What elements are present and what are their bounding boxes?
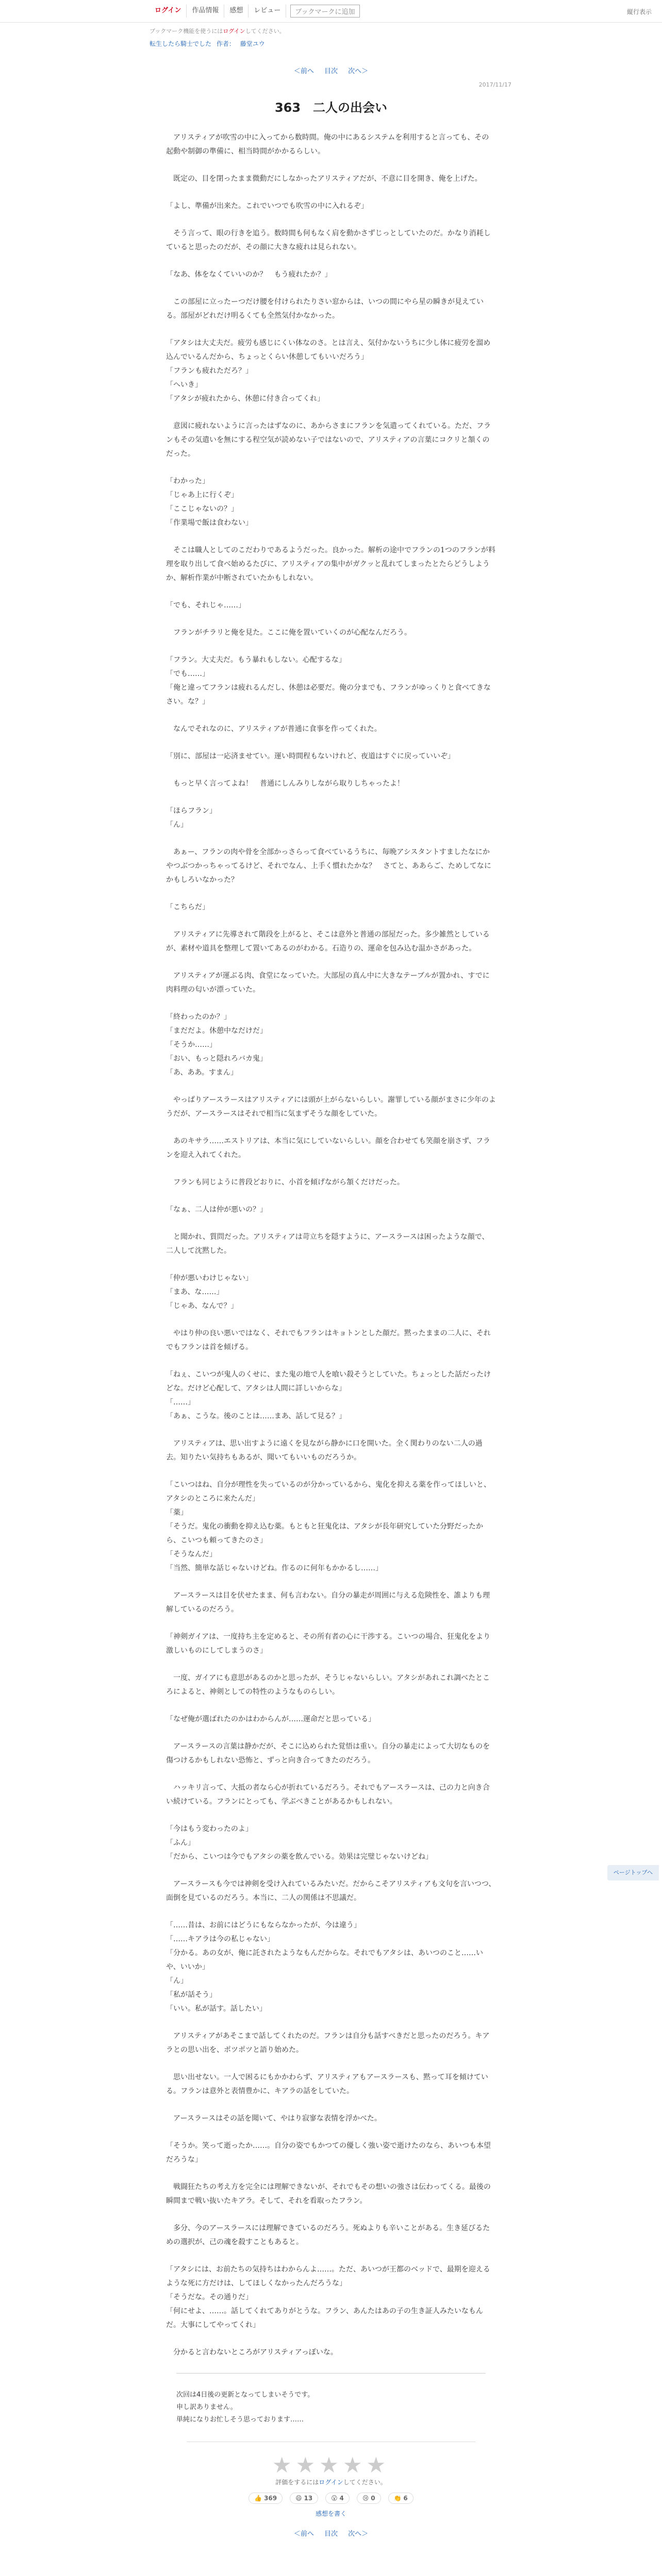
top-bar — [0, 0, 662, 23]
sad-reaction[interactable]: 😢 0 — [357, 2493, 381, 2504]
paragraph: やっぱりアースラースはアリスティアには頭が上がらないらしい。謝罪している顔がまさに少年のようだが、アースラースはそれで相当に気まずそうな顔をしていた。 — [166, 1096, 496, 1118]
paragraph: アースラースの言葉は静かだが、そこに込められた覚悟は重い。自分の暴走によって大切なものを傷つけるかもしれない恐怖と、ずっと向き合ってきたのだろう。 — [166, 1742, 490, 1765]
paragraph: 分かると言わないところがアリスティアっぽいな。 — [166, 2348, 338, 2357]
paragraph: 「フラン。大丈夫だ。もう暴れもしない。心配するな」 「でも……」 「俺と違ってフランは疲れるんだし、休憩は必要だ。俺の分までも、フランがゆっくりと食べてきなさい。な？」 — [166, 656, 491, 706]
paragraph: あのキサラ……エストリアは、本当に気にしていないらしい。顔を合わせても笑顔を崩さず、フランを迎え入れてくれた。 — [166, 1137, 490, 1159]
rating-panel — [187, 2442, 475, 2538]
good-reaction[interactable]: 👏 6 — [388, 2493, 413, 2504]
paragraph: 「わかった」 「じゃあ上に行くぞ」 「ここじゃないの？」 「作業場で飯は食わない」 — [166, 477, 253, 527]
paragraph: 意図に疲れないように言ったはずなのに、あからさまにフランを気遣ってくれている。ただ、フランもその気遣いを無にする程空気が読めない子ではないので、アリスティアの言葉にコクリと頷くのだった。 — [166, 422, 491, 458]
paragraph: 多分、今のアースラースには理解できているのだろう。死ぬよりも辛いことがある。生き延びるための選択が、己の魂を殺すこともあると。 — [166, 2224, 490, 2246]
paragraph: 「なぜ俺が選ばれたのかはわからんが……運命だと思っている」 — [166, 1715, 375, 1723]
prev-link-bottom[interactable]: ＜前へ — [293, 2530, 314, 2538]
reaction-bar — [187, 2493, 475, 2504]
paragraph: アリスティアが運ぶる肉、食堂になっていた。大部屋の真ん中に大きなテーブルが置かれ、すでに肉料理の匂いが漂っていた。 — [166, 972, 490, 994]
funny-count: 13 — [304, 2495, 313, 2502]
paragraph: と聞かれ、質問だった。アリスティアは苛立ちを隠すように、アースラースは困ったような顔で、二人して沈黙した。 — [166, 1233, 489, 1255]
author-link[interactable]: 藤堂ユウ — [240, 40, 265, 47]
like-count: 369 — [264, 2495, 277, 2502]
paragraph: 「こいつはね、自分が理性を失っているのが分かっているから、鬼化を抑える薬を作ってほしいと、アタシのところに来たんだ」 「薬」 「そうだ。鬼化の衝動を抑え込む薬。もともと狂鬼化は、アタシが長年研究していた分野だったから、こいつも頼ってきたのさ」 「そうなんだ」 「当然、簡単な話じゃないけどね。作るのに何年もかかるし……」 — [166, 1481, 491, 1572]
notice-login-link[interactable]: ログイン — [223, 28, 245, 35]
paragraph: フランがチラリと俺を見た。ここに俺を置いていくのが心配なんだろう。 — [166, 629, 411, 637]
paragraph: アリスティアに先導されて階段を上がると、そこは意外と普通の部屋だった。多少雑然としているが、素材や道具を整理して置いてあるのがわかる。石造りの、運命を包み込む温かさがあった。 — [166, 930, 490, 953]
next-link[interactable]: 次へ＞ — [348, 67, 369, 75]
paragraph: 「そうか。笑って逝ったか……。自分の姿でもかつての優しく強い姿で逝けたのなら、あいつも本望だろうな」 — [166, 2142, 491, 2164]
paragraph: 「なぁ、二人は仲が悪いの？」 — [166, 1206, 267, 1214]
paragraph: アリスティアが吹雪の中に入ってから数時間。俺の中にあるシステムを利用すると言っても、その起動や制御の準備に、相当時間がかかるらしい。 — [166, 133, 489, 156]
paragraph: 「こちらだ」 — [166, 903, 209, 911]
prev-link[interactable]: ＜前へ — [293, 67, 314, 75]
paragraph: 「神剣ガイアは、一度持ち主を定めると、その所有者の心に干渉する。こいつの場合、狂鬼化をより激しいものにしてしまうのさ」 — [166, 1633, 491, 1655]
paragraph: 「今はもう変わったのよ」 「ふん」 「だから、こいつは今でもアタシの薬を飲んでいる。効果は完璧じゃないけどね」 — [166, 1825, 433, 1861]
paragraph: 既定の、目を閉ったまま微動だにしなかったアリスティアだが、不意に目を開き、俺を上げた。 — [166, 175, 482, 183]
pager-top — [0, 65, 662, 75]
funny-reaction[interactable]: 😄 13 — [290, 2493, 318, 2504]
post-date: 2017/11/17 — [478, 81, 511, 88]
paragraph: 「アタシには、お前たちの気持ちはわからんよ……。ただ、あいつが王都のベッドで、最期を迎えるような死に方だけは、してほしくなかったんだろうな」 「そうだな。その通りだ」 「何にせよ、……。話してくれてありがとうな。フラン、あんたはあの子の生き証人みたいなもんだ。大事にしてやってくれ」 — [166, 2265, 490, 2329]
login-link[interactable]: ログイン — [150, 5, 187, 18]
paragraph: 「仲が悪いわけじゃない」 「まあ、な……」 「じゃあ、なんで？」 — [166, 1274, 253, 1310]
paragraph: 「よし、準備が出来た。これでいつでも吹雪の中に入れるぞ」 — [166, 202, 368, 210]
paragraph: そう言って、眼の行きを追う。数時間も何もなく肩を動かさずじっとしていたのだ。かなり消耗していると思ったのだが、その顔に大きな疲れは見られない。 — [166, 229, 491, 251]
rating-prompt-text: 評価をするには — [275, 2479, 319, 2486]
breadcrumb — [150, 39, 662, 48]
novel-title-link[interactable]: 転生したら騎士でした — [150, 40, 212, 47]
paragraph: あぁー、フランの肉や骨を全部かっさらって食べているうちに、毎晩アシスタントすましたなにかやつぶつかっちゃってるけど、それでなん、上手く慣れたかな？ さてと、ああらご、ためしてなにかもしろいなかった？ — [166, 848, 491, 884]
paragraph: 「でも、それじゃ……」 — [166, 601, 245, 609]
novel-body — [166, 131, 496, 2360]
paragraph: アリスティアは、思い出すように遠くを見ながら静かに口を開いた。全く関わりのない二人の過去。知りたい気持ちもあるが、聞いてもいいものだろうか。 — [166, 1439, 483, 1462]
vertical-view-link[interactable]: 縦行表示 — [626, 8, 652, 15]
paragraph: アースラースは目を伏せたまま、何も言わない。自分の暴走が周囲に与える危険性を、誰よりも理解しているのだろう。 — [166, 1591, 490, 1614]
bookmark-notice — [150, 27, 662, 35]
review-link[interactable]: レビュー — [249, 5, 286, 18]
paragraph: この部屋に立ったーつだけ腰を付けられたりさい窓からは、いつの間にやら星の瞬きが見えている。部屋がどれだけ明るくても全然気付かなかった。 — [166, 298, 484, 320]
divider — [176, 2373, 486, 2374]
rating-stars[interactable]: ★★★★★ — [272, 2452, 390, 2478]
paragraph: ハッキリ言って、大抵の者なら心が折れているだろう。それでもアースラースは、己の力と向き合い続けている。フランにとっても、学ぶべきことがあるかもしれない。 — [166, 1784, 490, 1806]
top-nav — [150, 5, 360, 18]
paragraph: 一度、ガイアにも意思があるのかと思ったが、そうじゃないらしい。アタシがあれこれ調べたところによると、神剣としての特性のようなものらしい。 — [166, 1674, 490, 1696]
paragraph: 「終わったのか？」 「まだだよ。休憩中なだけだ」 「そうか……」 「おい、もっと隠れろバカ鬼」 「あ、ああ。すまん」 — [166, 1013, 267, 1077]
paragraph: そこは職人としてのこだわりであるようだった。良かった。解析の途中でフランの1つのフランが料理を取り出して食べ始めるたびに、アリスティアの集中がガクッと乱れてしまったとたらどうしようか、解析作業が中断されていたかもしれない。 — [166, 546, 495, 582]
good-count: 6 — [403, 2495, 408, 2502]
sad-count: 0 — [371, 2495, 375, 2502]
paragraph: フランも同じように普段どおりに、小首を傾げながら頷くだけだった。 — [166, 1178, 404, 1187]
paragraph: もっと早く言ってよね！ 普通にしんみりしながら取りしちゃったよ！ — [166, 779, 404, 788]
write-impression-link[interactable]: 感想を書く — [315, 2510, 346, 2517]
works-link[interactable]: 作品情報 — [187, 5, 224, 18]
author-label: 作者： — [216, 40, 235, 47]
bookmark-button[interactable]: ブックマークに追加 — [290, 5, 359, 18]
next-link-bottom[interactable]: 次へ＞ — [348, 2530, 369, 2538]
paragraph: 「別に、部屋は一応済ませてい。運い時間程もないけれど、夜道はすぐに戻っていいぞ」 — [166, 752, 455, 760]
paragraph: 「なあ、体をなくていいのか？ もう疲れたか？」 — [166, 270, 332, 279]
paragraph: 「ねぇ、こいつが鬼人のくせに、また鬼の地で人を喰い殺そうとしていた。ちょっとした話だったけどな。だけど心配して、アタシは人間に詳しいからな」 「……」 「あぁ、こうな。後のことは……まあ、話して見る？」 — [166, 1370, 491, 1420]
notice-prefix: ブックマーク機能を使うには — [150, 28, 223, 35]
paragraph: 「……昔は、お前にはどうにもならなかったが、今は違う」 「……キアラは今の私じゃない」 「分かる。あの女が、俺に託されたようなもんだからな。それでもアタシは、あいつのこと……いや、いいか」 「ん」 「私が話そう」 「いい。私が話す。話したい」 — [166, 1921, 484, 2013]
toc-link-bottom[interactable]: 目次 — [324, 2530, 338, 2538]
rating-suffix: してください。 — [343, 2479, 387, 2486]
paragraph: なんでそれなのに、アリスティアが普通に食事を作ってくれた。 — [166, 725, 382, 733]
rating-prompt — [187, 2478, 475, 2486]
paragraph: アースラースも今では神剣を受け入れているみたいだ。だからこそアリスティアも文句を言いつつ、面倒を見ているのだろう。本当に、二人の関係は不思議だ。 — [166, 1880, 496, 1902]
paragraph: 戦闘狂たちの考え方を完全には理解できないが、それでもその想いの強さは伝わってくる。最後の瞬間まで戦い抜いたキアラ。そして、それを看取ったフラン。 — [166, 2183, 491, 2205]
paragraph: 「ほらフラン」 「ん」 — [166, 807, 217, 829]
paragraph: やはり仲の良い悪いではなく、それでもフランはキョトンとした顔だ。黙ったままの二人に、それでもフランは首を傾げる。 — [166, 1329, 491, 1351]
impressions-link[interactable]: 感想 — [224, 5, 249, 18]
paragraph: アリスティアがあそこまで話してくれたのだ。フランは自分も話すべきだと思ったのだろう。キアラとの思い出を、ポツポツと語り始めた。 — [166, 2032, 490, 2054]
surprise-reaction[interactable]: 😮 4 — [325, 2493, 350, 2504]
paragraph: 思い出せない。一人で困るにもかかわらず、アリスティアもアースラースも、黙って耳を傾けている。フランは意外と表情豊かに、キアラの話をしていた。 — [166, 2073, 488, 2095]
rating-login-link[interactable]: ログイン — [319, 2479, 343, 2486]
surprise-count: 4 — [339, 2495, 344, 2502]
paragraph: 「アタシは大丈夫だ。疲労も感じにくい体なのさ。とは言え、気付かないうちに少し体に疲労を溜め込んでいるんだから、ちょっとくらい休憩してもいいだろう」 「フランも疲れただろ？」 「へいき」 「アタシが疲れたから、休憩に付き合ってくれ」 — [166, 339, 491, 403]
like-reaction[interactable]: 👍 369 — [249, 2493, 283, 2504]
paragraph: アースラースはその話を聞いて、やはり寂寥な表情を浮かべた。 — [166, 2114, 382, 2123]
notice-suffix: してください。 — [245, 28, 285, 35]
pager-bottom — [187, 2528, 475, 2538]
chapter-title: 363 二人の出会い — [274, 100, 388, 115]
afterword: 次回は4日後の更新となってしまいそうです。 申し訳ありません。 単純になりお忙しそう思っております…… — [176, 2391, 315, 2424]
page-top-button[interactable]: ページトップへ — [607, 1865, 659, 1880]
toc-link[interactable]: 目次 — [324, 67, 338, 75]
